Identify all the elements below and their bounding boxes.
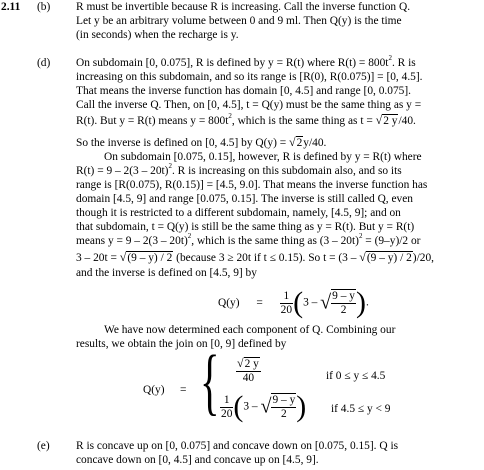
part-e-line-2: concave down on [0, 4.5] and concave up on [4.5, 9]. — [76, 454, 319, 466]
equation-q-upper: Q(y) = $\frac{1}{20}$ (3 – √ $\frac{9 - y}{2}$ ). — [218, 286, 369, 319]
part-d-label: (d) — [37, 57, 51, 69]
part-d-p2-line-7: means y = 9 – 2(3 – 20t)$^2$, which is the same thing as (3 – 20t)$^2$ = (9–y)/2 or — [76, 232, 421, 247]
part-d-p1-line-5: R(t). But y = R(t) means $y = 800t^2$, which is the same thing as t = √2 y/40. — [76, 112, 416, 127]
part-d-p1-line-1: On subdomain [0, 0.075], R is defined by y = R(t) where $R(t) = 800t^2$. R is — [76, 54, 416, 69]
part-d-p1-line-2: increasing on this subdomain, and so its range is [R(0), R(0.075)] = [0, 4.5]. — [76, 71, 423, 83]
part-b-line-3: (in seconds) when the recharge is y. — [76, 29, 239, 41]
part-d-p2-line-8: 3 – 20t = √(9 – y) / 2 (because 3 ≥ 20t if t ≤ 0.15). So t = (3 – √(9 – y) / 2)/20, — [76, 250, 434, 264]
part-b-line-1: R must be invertible because R is increasing. Call the inverse function Q. — [76, 1, 411, 13]
part-d-p1-line-3: That means the inverse function has domain [0, 4.5] and range [0, 0.075]. — [76, 85, 411, 97]
part-d-p2-line-2: R(t) = 9 – 2(3 – 20t)$^2$. R is increasing on this subdomain also, and so its — [76, 162, 402, 177]
part-b-label: (b) — [37, 1, 51, 13]
part-d-p2-line-9: and the inverse is defined on [4.5, 9] by — [76, 267, 257, 279]
piecewise-brace: { — [200, 341, 220, 423]
piecewise-lhs: Q(y) — [143, 384, 165, 396]
piecewise-case-1-condition: if 0 ≤ y ≤ 4.5 — [326, 370, 386, 382]
part-d-p3-line-2: results, we obtain the join on [0, 9] defined by — [76, 338, 287, 350]
piecewise-case-1-expr: $\frac{√2 y}{40}$ — [237, 356, 259, 384]
part-d-p1-line-6: So the inverse is defined on [0, 4.5] by Q(y) = √2y/40. — [76, 135, 327, 149]
piecewise-case-2-expr: $\frac{1}{20}$ (3 – √ $\frac{9 - y}{2}$ ) — [221, 390, 307, 423]
piecewise-case-2-condition: if 4.5 ≤ y < 9 — [331, 403, 391, 415]
part-d-p2-line-1: On subdomain [0.075, 0.15], however, R is defined by y = R(t) where — [104, 151, 422, 163]
part-e-label: (e) — [37, 440, 50, 452]
sqrt-symbol: √ — [375, 113, 383, 127]
part-e-line-1: R is concave up on [0, 0.075] and concave down on [0.075, 0.15]. Q is — [76, 440, 399, 452]
sqrt-symbol: √ — [289, 135, 296, 149]
fraction-1-over-20: $\frac{1}{20}$ — [280, 289, 293, 316]
part-d-p2-line-4: domain [4.5, 9] and range [0.075, 0.15]. The inverse is still called Q, even — [76, 193, 413, 205]
part-b-line-2: Let y be an arbitrary volume between 0 and 9 ml. Then Q(y) is the time — [76, 15, 402, 27]
part-d-p2-line-3: range is [R(0.075), R(0.15)] = [4.5, 9.0]. That means the inverse function has — [76, 179, 428, 191]
part-d-p2-line-5: though it is restricted to a different subdomain, namely, [4.5, 9]; and on — [76, 207, 401, 219]
piecewise-equals: = — [180, 384, 187, 396]
sqrt-2y: 2 y — [383, 115, 398, 127]
fraction-9-minus-y-over-2: $\frac{9 - y}{2}$ — [332, 290, 355, 316]
part-d-p3-line-1: We have now determined each component of Q. Combining our — [104, 324, 396, 336]
part-d-p1-line-4: Call the inverse Q. Then, on [0, 4.5], t = Q(y) must be the same thing as y = — [76, 99, 422, 111]
part-d-p2-line-6: that subdomain, t = Q(y) is still be the same thing as y = R(t). But y = R(t) — [76, 221, 415, 233]
problem-number: 2.11 — [1, 1, 21, 13]
